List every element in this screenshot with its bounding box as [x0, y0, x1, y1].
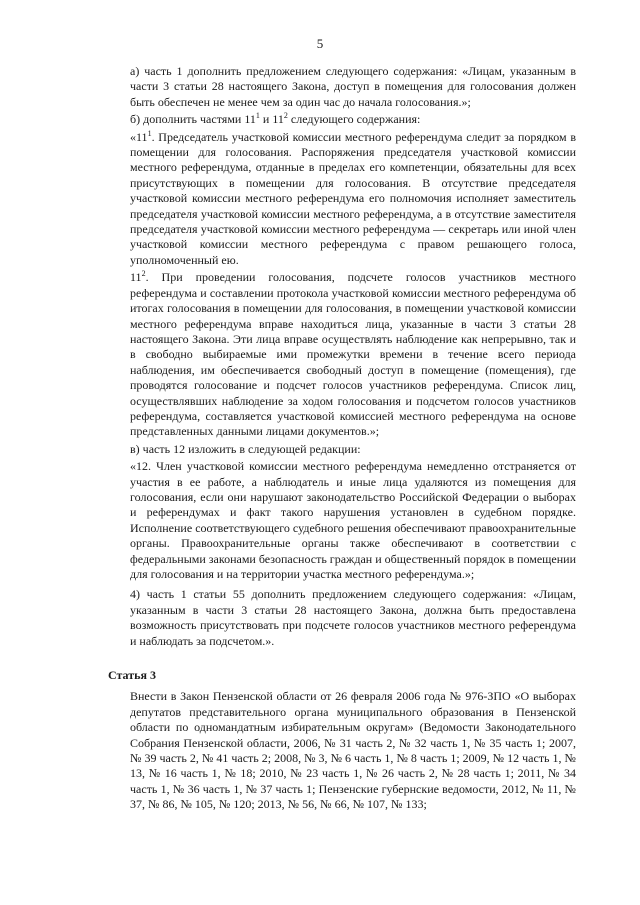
paragraph-12: «12. Член участковой комиссии местного референдума немедленно отстраняется от участия в ее работе, а наблюдатель и иные лица удаляются из помещения для голосования, если они нарушают законодательство Российской Федерации о выборах и референдумах и факт такого нарушения установлен в судебном порядке. Исполнение соответствующего судебного решения обеспечивают правоохранительные органы. Правоохранительные органы также обеспечивают в соответствии с федеральными законами безопасность граждан и общественный порядок в помещении для голосования и на территории участка местного референдума.»; [130, 459, 576, 581]
paragraph-b-post: следующего содержания: [287, 112, 421, 127]
superscript: 1 [147, 128, 152, 138]
page-number: 5 [316, 36, 324, 51]
paragraph-4: 4) часть 1 статьи 55 дополнить предложением следующего содержания: «Лицам, указанным в части 3 статьи 28 настоящего Закона, должна быть предоставлена возможность присутствовать при подсчете голосов участников местного референдума и наблюдать за подсчетом.». [130, 587, 576, 648]
paragraph-b-pre: б) дополнить частями 11 [130, 112, 256, 127]
paragraph-11-2-pre: 11 [130, 270, 142, 285]
paragraph-11-2 [108, 270, 576, 439]
paragraph-11-2-text: . При проведении голосования, подсчете голосов участников местного референдума и составлении протокола участковой комиссии местного референдума об итогах голосования в помещении для голосования, в помещении участковой комиссии местного референдума вправе находиться лица, указанные в части 3 статьи 28 настоящего Закона. Эти лица вправе осуществлять наблюдение как непрерывно, так и в свободно выбираемые ими промежутки времени в течение всего периода наблюдения, им обеспечивается свободный доступ в помещение (помещения), где проводятся голосование и подсчет голосов участников референдума. Список лиц, осуществлявших наблюдение за ходом голосования и подсчетом голосов участников референдума, составляется участковой комиссией местного референдума на основе представленных данными лицами документов.»; [130, 270, 576, 439]
superscript: 1 [255, 111, 260, 121]
paragraph-c: в) часть 12 изложить в следующей редакции: [130, 441, 361, 456]
paragraph-b-mid: и 11 [259, 112, 284, 127]
paragraph-11-1 [108, 130, 576, 269]
article-3-text: Внести в Закон Пензенской области от 26 февраля 2006 года № 976-ЗПО «О выборах депутатов представительного органа муниципального образования в Пензенской области по одномандатным избирательным округам» (Ведомости Законодательного Собрания Пензенской области, 2006, № 31 часть 2, № 32 часть 1, № 35 часть 1; 2007, № 39 часть 2, № 41 часть 2; 2008, № 3, № 6 часть 1, № 8 часть 1; 2009, № 12 часть 1, № 13, № 16 часть 1, № 18; 2010, № 23 часть 1, № 26 часть 2, № 28 часть 1; 2011, № 34 часть 1, № 36 часть 1, № 37 часть 1; Пензенские губернские ведомости, 2012, № 11, № 37, № 86, № 105, № 120; 2013, № 56, № 66, № 107, № 133; [130, 689, 576, 812]
document-body [108, 64, 576, 815]
superscript: 2 [283, 111, 288, 121]
paragraph-a: а) часть 1 дополнить предложением следующего содержания: «Лицам, указанным в части 3 статьи 28 настоящего Закона, доступ в помещения для голосования должен быть обеспечен не менее чем за один час до начала голосования.»; [130, 64, 576, 109]
superscript: 2 [141, 269, 146, 279]
paragraph-11-1-text: . Председатель участковой комиссии местного референдума следит за порядком в помещении для голосования. Распоряжения председателя участковой комиссии местного референдума, отданные в пределах его компетенции, обязательны для всех присутствующих в помещении для голосования. В отсутствие председателя участковой комиссии местного референдума его полномочия исполняет заместитель председателя участковой комиссии местного референдума, а в отсутствие заместителя председателя участковой комиссии местного референдума — секретарь или иной член участковой комиссии местного референдума с правом решающего голоса, уполномоченный ею. [130, 129, 576, 267]
paragraph-b [108, 112, 576, 127]
article-3-heading: Статья 3 [108, 668, 156, 683]
paragraph-11-1-pre: «11 [130, 129, 148, 144]
